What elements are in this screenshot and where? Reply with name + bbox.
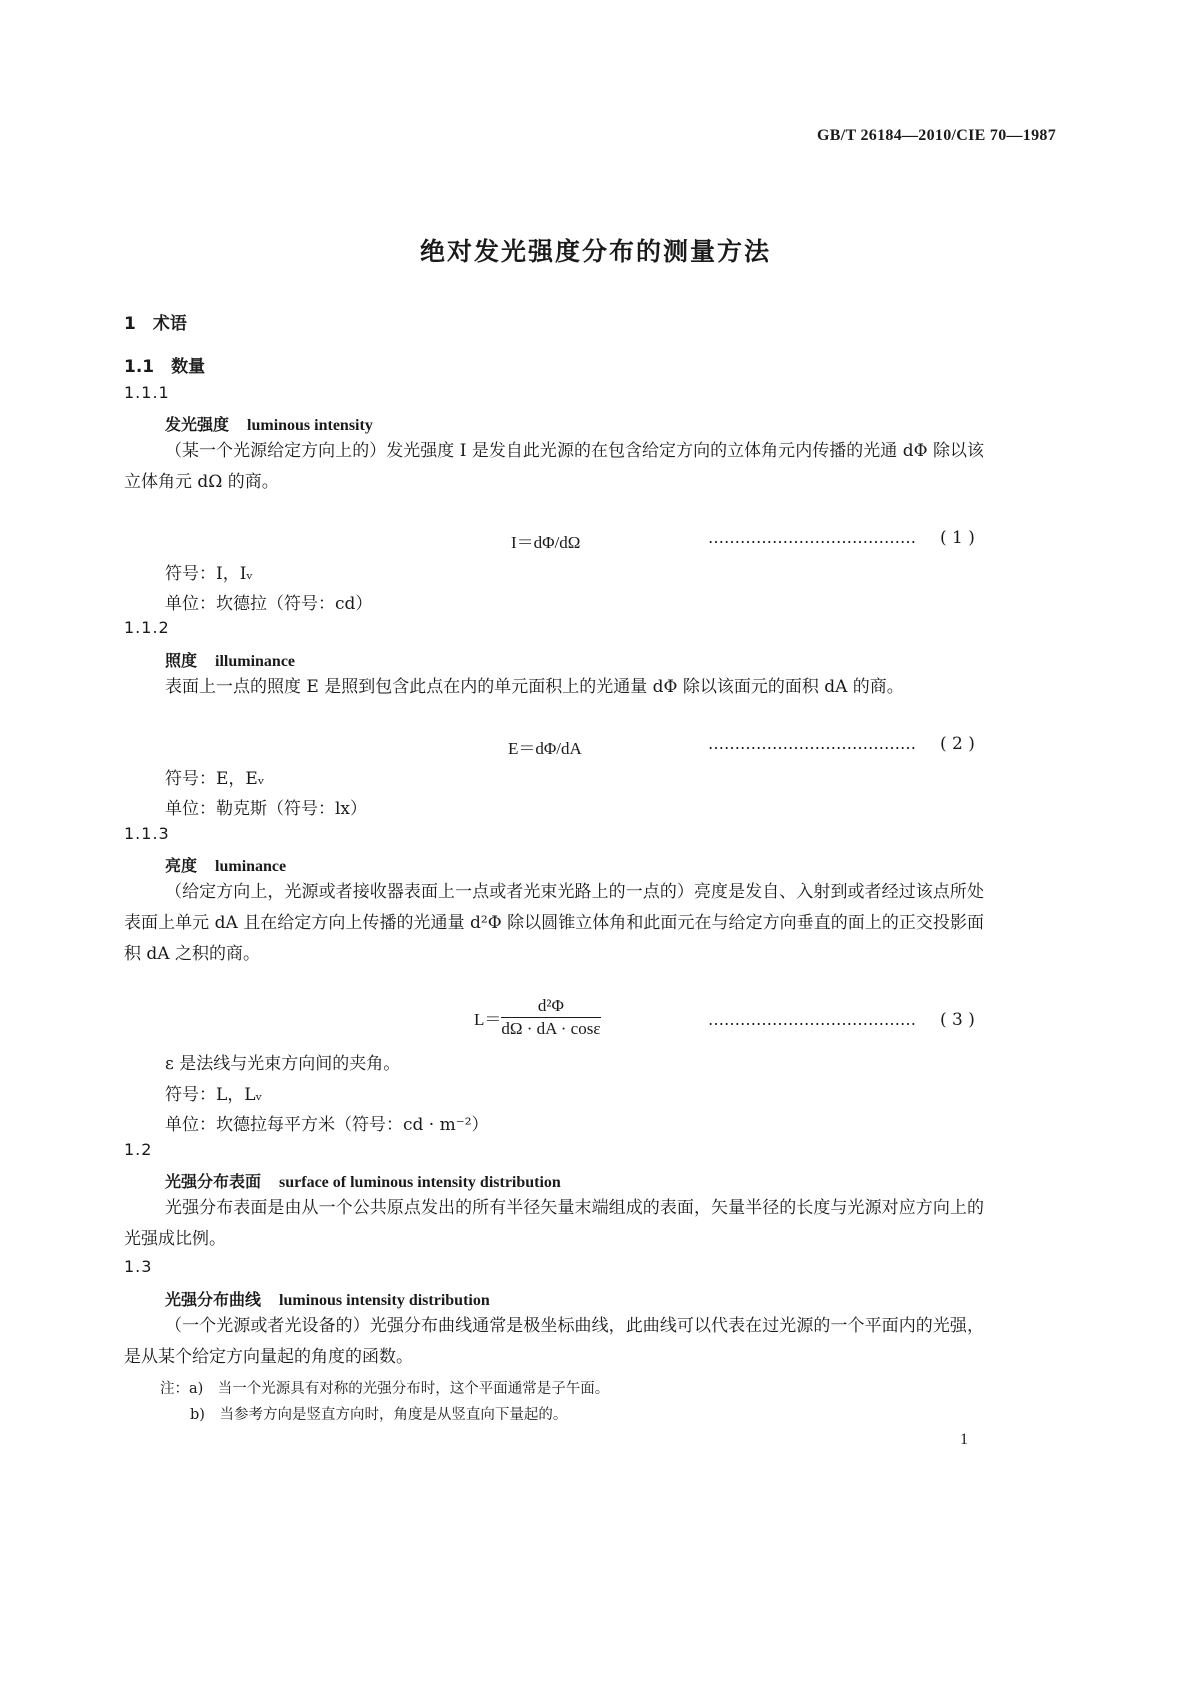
definition-paragraph: （一个光源或者光设备的）光强分布曲线通常是极坐标曲线，此曲线可以代表在过光源的一个平面内的光强，是从某个给定方向量起的角度的函数。	[124, 1316, 984, 1367]
formula-number: ( 3 )	[940, 1010, 975, 1030]
term-surface-of-luminous-intensity-distribution	[165, 1169, 561, 1192]
clause-number-1-2: 1.2	[124, 1140, 153, 1159]
note-a: 注：a) 当一个光源具有对称的光强分布时，这个平面通常是子午面。	[160, 1381, 610, 1397]
formula-numerator: d²Φ	[501, 996, 600, 1018]
clause-number-1-1-1: 1.1.1	[124, 383, 170, 402]
epsilon-note: ε 是法线与光束方向间的夹角。	[165, 1054, 401, 1074]
formula-1: I＝dΦ/dΩ	[511, 533, 581, 552]
clause-number-1-1-2: 1.1.2	[124, 618, 170, 637]
term-zh: 光强分布曲线	[165, 1290, 262, 1309]
formula-fraction	[501, 996, 600, 1039]
formula-lhs: L＝	[474, 1010, 502, 1029]
term-zh: 照度	[165, 651, 198, 670]
subsection-heading-quantities: 1.1 数量	[124, 357, 206, 377]
formula-leader-dots: …………………………………	[708, 734, 916, 753]
term-zh: 光强分布表面	[165, 1172, 262, 1191]
definition-paragraph: 表面上一点的照度 E 是照到包含此点在内的单元面积上的光通量 dΦ 除以该面元的面积 dA 的商。	[165, 677, 904, 697]
term-zh: 发光强度	[165, 415, 230, 434]
page-number: 1	[960, 1431, 968, 1448]
definition-paragraph: （某一个光源给定方向上的）发光强度 I 是发自此光源的在包含给定方向的立体角元内传播的光通 dΦ 除以该立体角元 dΩ 的商。	[124, 441, 984, 492]
term-en: luminous intensity distribution	[279, 1292, 490, 1309]
unit-line: 单位：勒克斯（符号：lx）	[165, 799, 368, 819]
formula-number: ( 2 )	[940, 734, 975, 754]
symbol-line: 符号：I，Iᵥ	[165, 564, 253, 584]
term-en: illuminance	[215, 653, 296, 670]
formula-leader-dots: …………………………………	[708, 1010, 916, 1029]
term-en: luminance	[215, 858, 287, 875]
formula-denominator: dΩ · dA · cosε	[501, 1019, 601, 1038]
term-en: luminous intensity	[247, 417, 373, 434]
term-en: surface of luminous intensity distribution	[279, 1174, 561, 1191]
term-luminance	[165, 853, 286, 876]
note-b: b) 当参考方向是竖直方向时，角度是从竖直向下量起的。	[190, 1407, 568, 1423]
section-heading-terms: 1 术语	[124, 314, 187, 334]
term-luminous-intensity	[165, 412, 373, 435]
standard-number: GB/T 26184—2010/CIE 70—1987	[817, 127, 1056, 144]
term-illuminance	[165, 648, 295, 671]
formula-leader-dots: …………………………………	[708, 528, 916, 547]
clause-number-1-3: 1.3	[124, 1257, 153, 1276]
symbol-line: 符号：E，Eᵥ	[165, 769, 265, 789]
formula-2: E＝dΦ/dA	[508, 739, 582, 758]
clause-number-1-1-3: 1.1.3	[124, 824, 170, 843]
symbol-line: 符号：L，Lᵥ	[165, 1085, 262, 1105]
term-zh: 亮度	[165, 856, 198, 875]
formula-number: ( 1 )	[940, 528, 975, 548]
unit-line: 单位：坎德拉（符号：cd）	[165, 594, 373, 614]
term-luminous-intensity-distribution	[165, 1287, 490, 1310]
document-title: 绝对发光强度分布的测量方法	[419, 237, 771, 266]
definition-paragraph: 光强分布表面是由从一个公共原点发出的所有半径矢量末端组成的表面，矢量半径的长度与光源对应方向上的光强成比例。	[124, 1198, 984, 1249]
definition-paragraph: （给定方向上，光源或者接收器表面上一点或者光束光路上的一点的）亮度是发自、入射到或者经过该点所处表面上单元 dA 且在给定方向上传播的光通量 d²Φ 除以圆锥立体角和此面元在与给定方向垂直的面上的正交投影面积 dA 之积的商。	[124, 882, 984, 964]
formula-3	[474, 996, 601, 1039]
unit-line: 单位：坎德拉每平方米（符号：cd · m⁻²）	[165, 1115, 489, 1135]
